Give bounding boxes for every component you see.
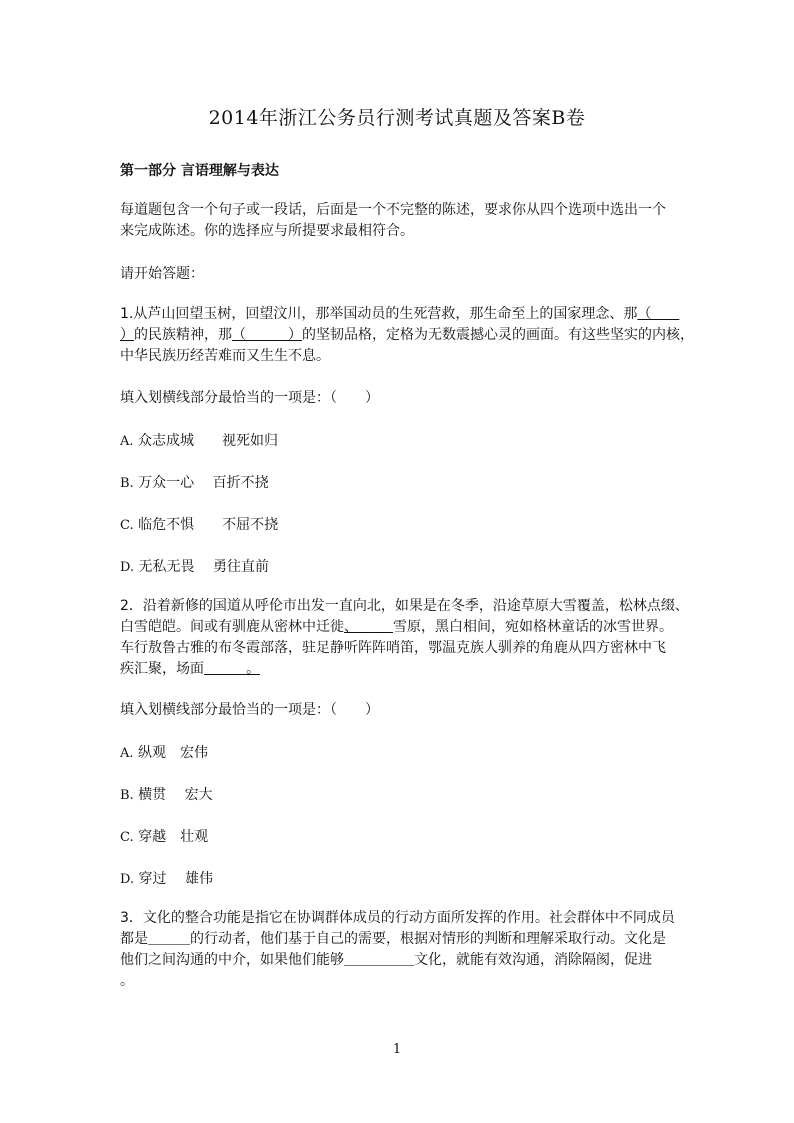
option-text: 无私无畏 勇往直前 — [134, 559, 269, 575]
question-2-line-1: 2．沿着新修的国道从呼伦市出发一直向北，如果是在冬季，沿途草原大雪覆盖，松林点缀、 — [120, 598, 689, 614]
question-2-option-a — [120, 742, 208, 762]
question-1-blank-1: （ — [637, 306, 680, 322]
question-1-text: 的民族精神，那 — [134, 327, 232, 343]
start-prompt: 请开始答题： — [120, 266, 204, 282]
option-letter: B. — [120, 476, 134, 491]
option-letter: A. — [120, 746, 134, 761]
question-2-prompt: 填入划横线部分最恰当的一项是：（ ） — [120, 702, 379, 718]
option-text: 横贯 宏大 — [133, 787, 213, 803]
question-1-option-b — [120, 472, 269, 492]
question-2-text: 疾汇聚，场面 — [120, 661, 204, 677]
question-3-text: 的行动者，他们基于自己的需要，根据对情形的判断和理解采取行动。文化是 — [190, 931, 666, 947]
question-2-option-c — [120, 826, 208, 846]
instructions-line-2: 来完成陈述。你的选择应与所提要求最相符合。 — [120, 223, 414, 239]
option-text: 穿过 雄伟 — [134, 871, 213, 887]
option-letter: C. — [120, 830, 134, 845]
question-2-option-d — [120, 868, 213, 888]
page-number: 1 — [392, 1042, 402, 1057]
question-1-line-2 — [120, 325, 694, 346]
question-1-stem — [120, 304, 694, 367]
question-1-blank-2: （ ） — [232, 327, 302, 343]
instructions-line-1: 每道题包含一个句子或一段话，后面是一个不完整的陈述，要求你从四个选项中选出一个 — [120, 202, 666, 218]
instructions — [120, 200, 680, 242]
question-3-stem — [120, 908, 680, 992]
document-title: 2014年浙江公务员行测考试真题及答案B卷 — [208, 107, 586, 129]
question-2-text: 雪原，黑白相间，宛如格林童话的冰雪世界。 — [393, 619, 673, 635]
option-text: 临危不惧 不屈不挠 — [133, 517, 279, 533]
question-1-line-3: 中华民族历经苦难而又生生不息。 — [120, 348, 330, 364]
question-3-line-3 — [120, 950, 680, 971]
option-text: 纵观 宏伟 — [133, 745, 208, 761]
question-2-text: 白雪皑皑。间或有驯鹿从密林中迁徙 — [120, 619, 344, 635]
question-2-line-4 — [120, 659, 680, 680]
question-2-blank-2: 。 — [204, 661, 260, 677]
question-1-blank-1-end: ） — [120, 327, 134, 343]
question-1-text: 的坚韧品格，定格为无数震撼心灵的画面。有这些坚实的内核， — [302, 327, 694, 343]
question-1-option-c — [120, 514, 278, 534]
question-3-line-4: 。 — [120, 973, 134, 989]
question-3-text: 文化，就能有效沟通，消除隔阂，促进 — [414, 952, 652, 968]
question-1-option-d — [120, 556, 269, 576]
question-1-line-1 — [120, 304, 680, 325]
question-3-line-2 — [120, 929, 680, 950]
section-heading: 第一部分 言语理解与表达 — [120, 163, 279, 179]
option-text: 众志成城 视死如归 — [133, 433, 278, 449]
question-3-text: 他们之间沟通的中介，如果他们能够 — [120, 952, 344, 968]
question-3-blank-1: ＿＿＿ — [148, 931, 190, 947]
question-1-text: 1.从芦山回望玉树，回望汶川，那举国动员的生死营救，那生命至上的国家理念、那 — [120, 306, 638, 322]
question-2-line-2 — [120, 617, 680, 638]
option-text: 穿越 壮观 — [133, 829, 209, 845]
question-2-blank-1: 、 — [344, 619, 393, 635]
question-2-line-3: 车行敖鲁古雅的布冬霞部落，驻足静听阵阵哨笛，鄂温克族人驯养的角鹿从四方密林中飞 — [120, 640, 666, 656]
question-2-option-b — [120, 784, 213, 804]
option-letter: C. — [120, 518, 134, 533]
option-letter: D. — [120, 872, 135, 887]
option-letter: D. — [120, 560, 135, 575]
question-3-line-1: 3．文化的整合功能是指它在协调群体成员的行动方面所发挥的作用。社会群体中不同成员 — [120, 910, 675, 926]
option-text: 万众一心 百折不挠 — [133, 475, 269, 491]
question-3-blank-2: ＿＿＿＿＿ — [344, 952, 414, 968]
question-2-stem — [120, 596, 689, 680]
question-1-prompt: 填入划横线部分最恰当的一项是：（ ） — [120, 390, 379, 406]
option-letter: B. — [120, 788, 134, 803]
question-3-text: 都是 — [120, 931, 148, 947]
question-1-option-a — [120, 430, 278, 450]
option-letter: A. — [120, 434, 134, 449]
